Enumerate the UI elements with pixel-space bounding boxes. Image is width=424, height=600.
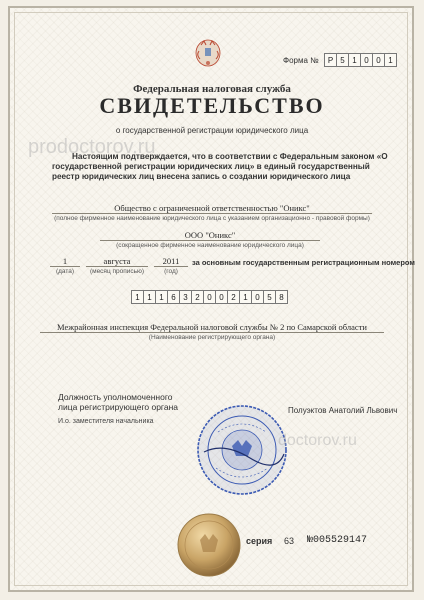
ogrn-digit: 1 <box>143 290 156 304</box>
ogrn-digit: 0 <box>215 290 228 304</box>
reg-month-line <box>86 266 148 267</box>
ogrn-digit: 1 <box>131 290 144 304</box>
ogrn-digit: 2 <box>191 290 204 304</box>
reg-year-line <box>154 266 188 267</box>
hologram-seal-icon <box>176 512 242 578</box>
reg-year-value: 2011 <box>162 256 180 266</box>
full-name-line <box>52 213 372 214</box>
ogrn-digit: 2 <box>227 290 240 304</box>
reg-month-value: августа <box>103 256 131 266</box>
series-value: 63 <box>284 536 295 546</box>
document-title: СВИДЕТЕЛЬСТВО <box>99 93 325 118</box>
service-name: Федеральная налоговая служба <box>133 83 291 95</box>
position-title-line1: Должность уполномоченного <box>58 392 173 402</box>
document-subtitle: о государственной регистрации юридического лица <box>115 126 309 135</box>
short-name-value: ООО "Оникс" <box>184 230 236 240</box>
reg-month-caption: (месяц прописью) <box>89 268 145 275</box>
position-title-line2: лица регистрирующего органа <box>58 402 178 412</box>
ogrn-digit: 3 <box>179 290 192 304</box>
watermark-text: doctorov.ru <box>278 432 357 449</box>
watermark-text: prodoctorov.ru <box>28 136 156 158</box>
reg-number-label: за основным государственным регистрационным номером <box>192 258 415 267</box>
emblem-icon <box>193 35 223 69</box>
certificate-body <box>52 152 392 182</box>
position-value: И.о. заместителя начальника <box>58 418 154 425</box>
reg-year-caption: (год) <box>164 268 178 275</box>
reg-day-line <box>50 266 80 267</box>
form-code-char: 1 <box>348 53 361 67</box>
ogrn-digit: 6 <box>167 290 180 304</box>
full-name-value: Общество с ограниченной ответственностью "Оникс" <box>114 203 310 213</box>
series-label: серия <box>246 536 273 546</box>
ogrn-digit: 0 <box>203 290 216 304</box>
ogrn-digit: 1 <box>239 290 252 304</box>
ogrn-boxes <box>132 290 288 304</box>
form-code-char: 0 <box>372 53 385 67</box>
reg-day-caption: (дата) <box>55 268 75 275</box>
form-code-boxes <box>325 53 397 67</box>
authority-caption: (Наименование регистрирующего органа) <box>148 334 276 341</box>
body-text: Настоящим подтверждается, что в соответствии с Федеральным законом «О государственной регистрации юридических лиц» в единый государственный реестр юридических лиц внесена запись о создании юридического лица <box>52 152 388 181</box>
ogrn-digit: 8 <box>275 290 288 304</box>
signer-name: Полуэктов Анатолий Львович <box>288 406 398 415</box>
full-name-caption: (полное фирменное наименование юридического лица с указанием организационно - правовой формы) <box>54 215 370 222</box>
short-name-line <box>100 240 320 241</box>
official-stamp-icon <box>194 402 290 498</box>
position-title <box>58 392 178 412</box>
authority-name: Межрайонная инспекция Федеральной налоговой службы № 2 по Самарской области <box>57 322 367 332</box>
serial-number: №005529147 <box>307 535 368 546</box>
ogrn-digit: 0 <box>251 290 264 304</box>
ogrn-digit: 5 <box>263 290 276 304</box>
short-name-caption: (сокращенное фирменное наименование юридического лица) <box>116 242 304 249</box>
ogrn-digit: 1 <box>155 290 168 304</box>
form-code-char: 5 <box>336 53 349 67</box>
form-code-char: 1 <box>384 53 397 67</box>
form-label: Форма № <box>283 56 319 65</box>
authority-line <box>40 332 384 333</box>
reg-day-value: 1 <box>62 256 68 266</box>
form-code-char: Р <box>324 53 337 67</box>
form-code-char: 0 <box>360 53 373 67</box>
